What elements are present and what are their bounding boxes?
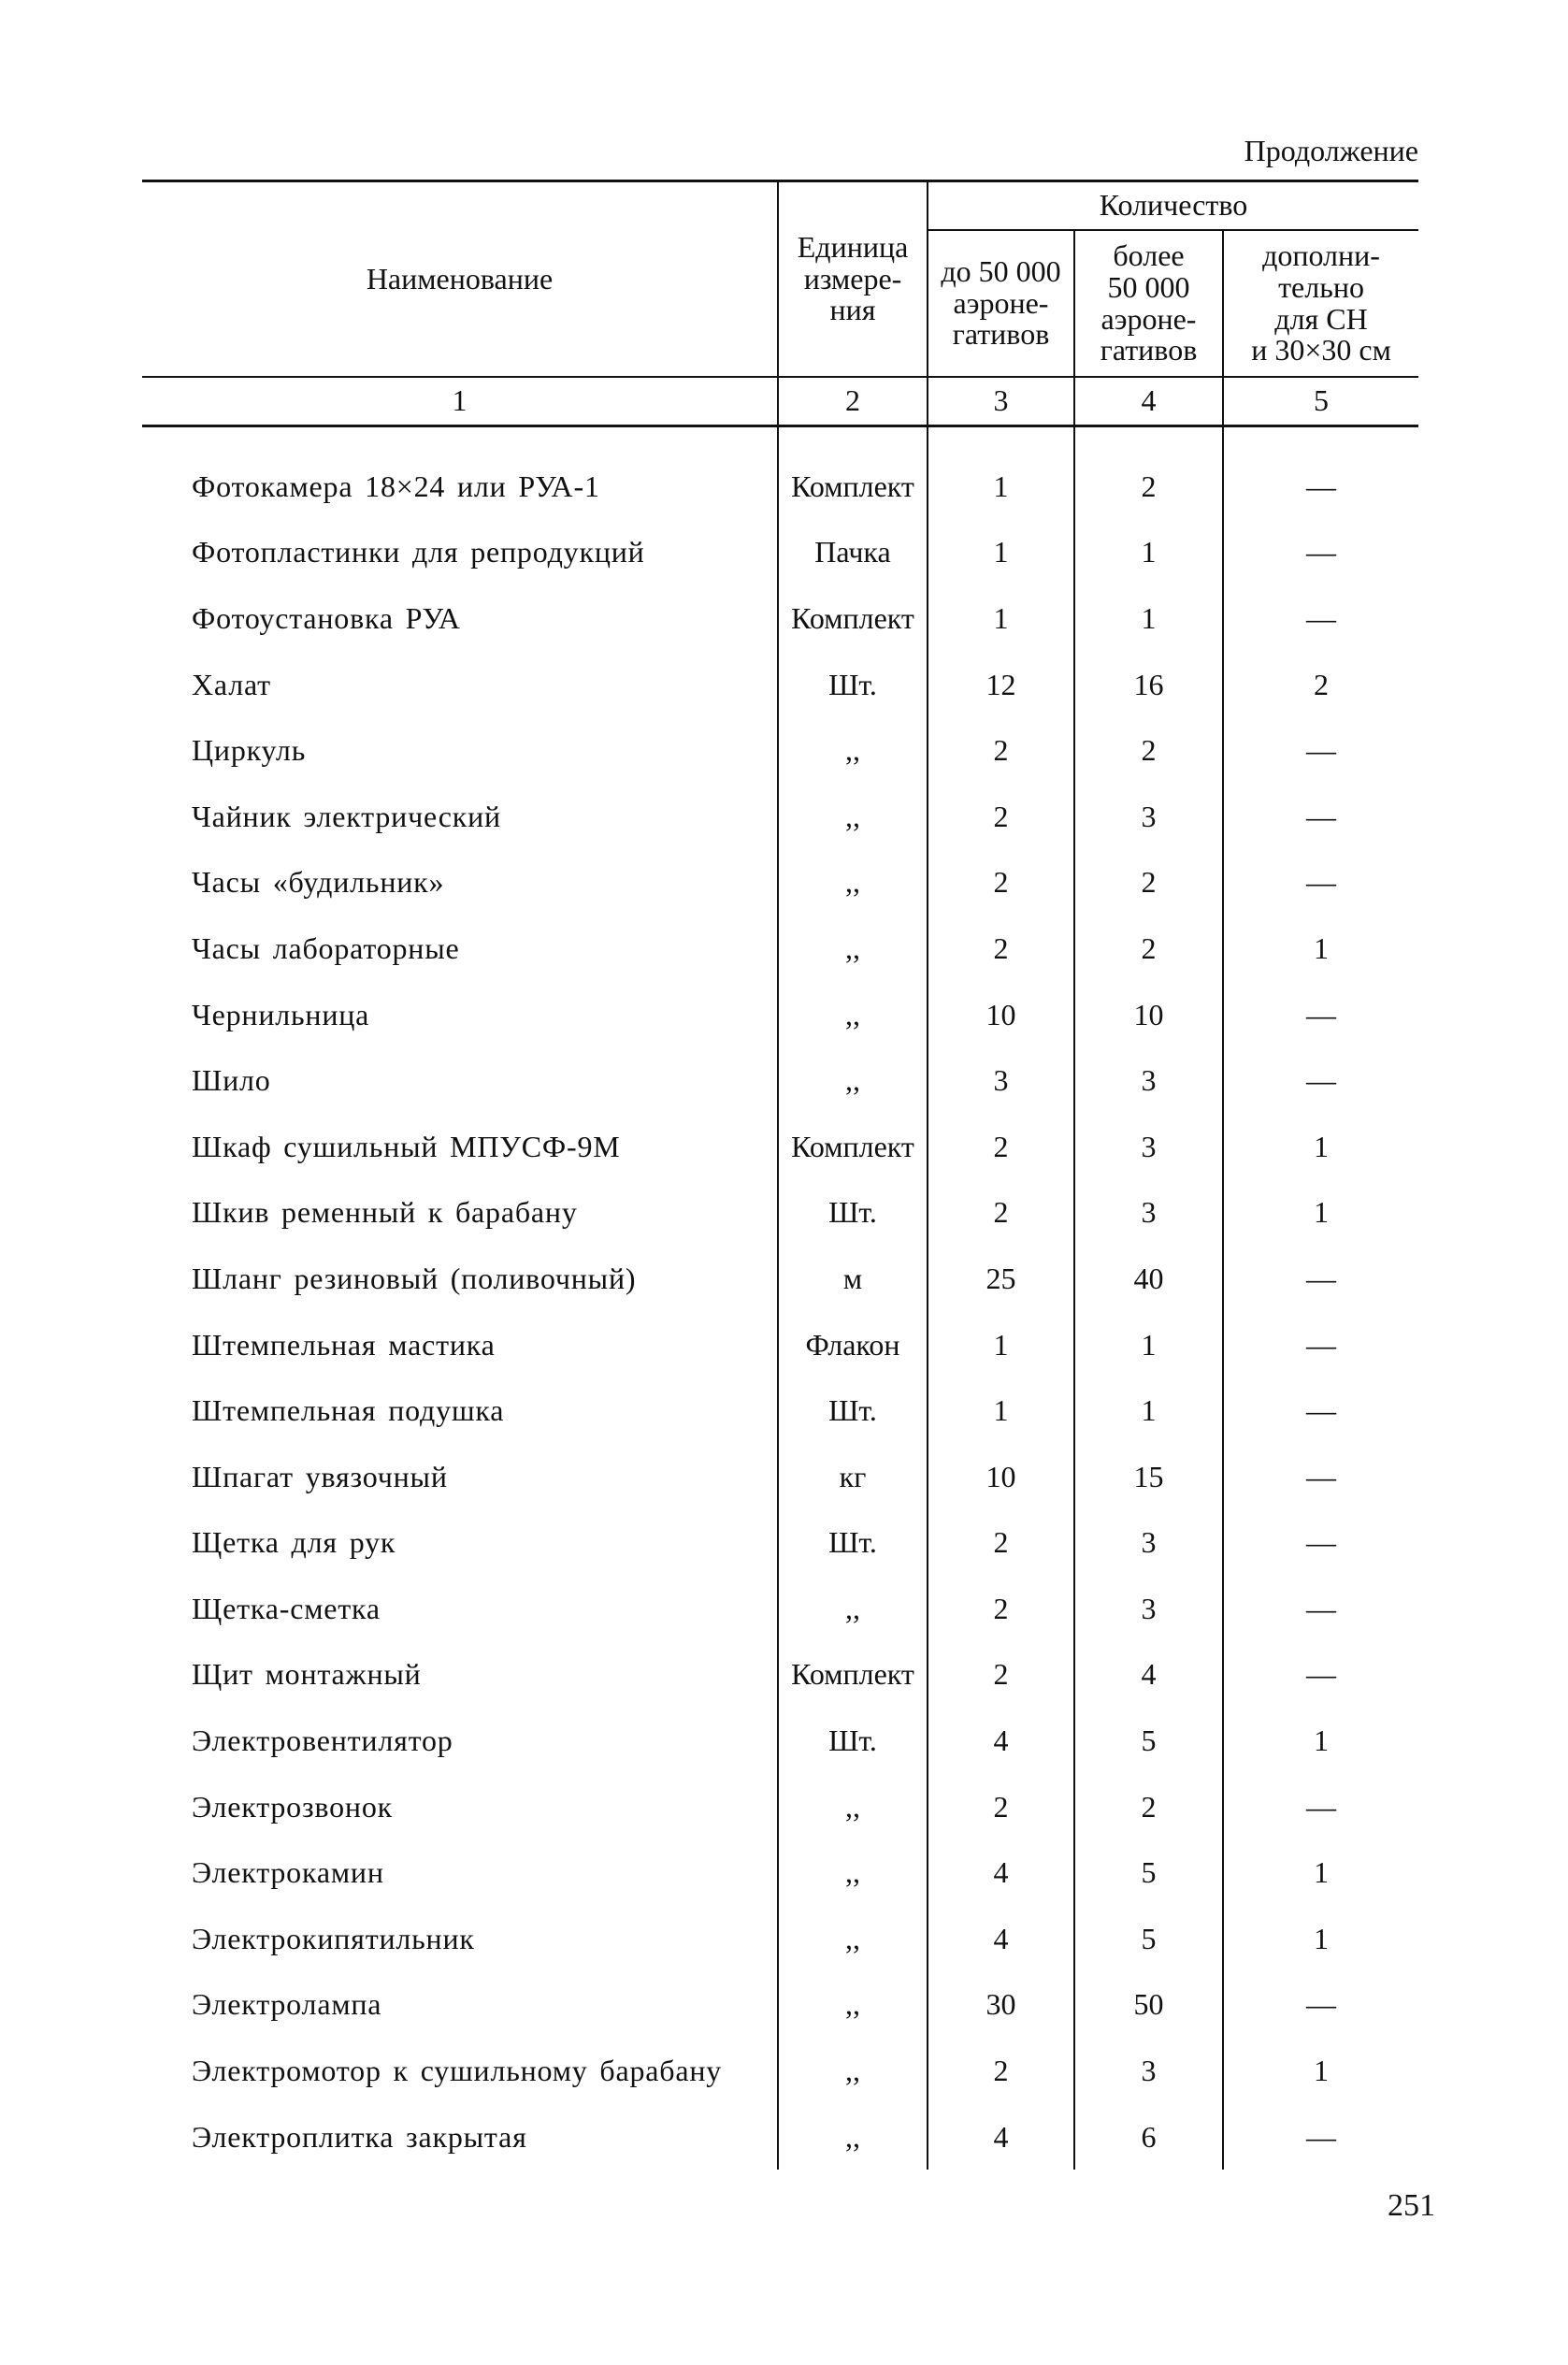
table-row [142, 1774, 1418, 1840]
qty-additional: 1 [1314, 1921, 1329, 1955]
column-number: 2 [778, 377, 928, 426]
qty-over-50000: 5 [1074, 1906, 1223, 1972]
table-row [142, 1510, 1418, 1577]
qty-additional: — [1306, 1591, 1336, 1625]
item-unit: ,, [778, 2038, 928, 2104]
qty-upto-50000: 2 [928, 1642, 1074, 1709]
item-name: Электромотор к сушильному барабану [142, 2038, 778, 2104]
table-spacer [142, 426, 1418, 454]
qty-over-50000: 3 [1074, 2038, 1223, 2104]
table-row [142, 1444, 1418, 1510]
qty-upto-50000: 2 [928, 1510, 1074, 1577]
item-unit: ,, [778, 850, 928, 916]
qty-over-50000: 3 [1074, 1047, 1223, 1114]
table-row [142, 2038, 1418, 2104]
qty-over-50000: 3 [1074, 784, 1223, 850]
item-name: Штемпельная подушка [142, 1377, 778, 1444]
table-row [142, 1576, 1418, 1642]
qty-additional: 1 [1314, 1195, 1329, 1230]
item-name: Чайник электрический [142, 784, 778, 850]
qty-over-50000: 1 [1074, 1312, 1223, 1378]
header-additional: дополни- тельно для СН и 30×30 см [1251, 238, 1391, 368]
continued-label: Продолжение [1244, 134, 1418, 167]
qty-additional: — [1306, 469, 1336, 503]
qty-over-50000: 3 [1074, 1180, 1223, 1247]
item-unit: ,, [778, 1047, 928, 1114]
qty-upto-50000: 2 [928, 784, 1074, 850]
qty-additional: — [1306, 1525, 1336, 1560]
item-unit: Пачка [778, 520, 928, 586]
qty-upto-50000: 4 [928, 2104, 1074, 2170]
qty-upto-50000: 1 [928, 1312, 1074, 1378]
header-unit: Единица измере- ния [778, 181, 928, 378]
qty-over-50000: 15 [1074, 1444, 1223, 1510]
qty-over-50000: 2 [1074, 1774, 1223, 1840]
table-row [142, 652, 1418, 718]
qty-upto-50000: 10 [928, 1444, 1074, 1510]
item-name: Электрозвонок [142, 1774, 778, 1840]
qty-additional: — [1306, 1657, 1336, 1692]
qty-upto-50000: 2 [928, 1774, 1074, 1840]
qty-additional: — [1306, 997, 1336, 1031]
item-unit: кг [778, 1444, 928, 1510]
qty-upto-50000: 1 [928, 520, 1074, 586]
item-name: Шкаф сушильный МПУСФ-9М [142, 1114, 778, 1180]
qty-upto-50000: 2 [928, 2038, 1074, 2104]
qty-additional: — [1306, 1459, 1336, 1493]
item-name: Халат [142, 652, 778, 718]
item-name: Часы «будильник» [142, 850, 778, 916]
qty-over-50000: 2 [1074, 717, 1223, 784]
item-name: Электроплитка закрытая [142, 2104, 778, 2170]
qty-upto-50000: 4 [928, 1839, 1074, 1906]
qty-additional: — [1306, 799, 1336, 833]
qty-upto-50000: 1 [928, 454, 1074, 520]
item-unit: ,, [778, 1576, 928, 1642]
table-row [142, 850, 1418, 916]
item-unit: ,, [778, 717, 928, 784]
item-name: Электролампа [142, 1972, 778, 2039]
qty-additional: 1 [1314, 1855, 1329, 1890]
column-number: 1 [142, 377, 778, 426]
column-number: 5 [1223, 377, 1418, 426]
page-number: 251 [1388, 2188, 1435, 2223]
item-name: Циркуль [142, 717, 778, 784]
item-name: Электрокипятильник [142, 1906, 778, 1972]
table-row [142, 1972, 1418, 2039]
qty-over-50000: 50 [1074, 1972, 1223, 2039]
item-unit: Шт. [778, 1510, 928, 1577]
item-name: Шкив ременный к барабану [142, 1180, 778, 1247]
item-unit: ,, [778, 1906, 928, 1972]
qty-upto-50000: 2 [928, 1576, 1074, 1642]
item-unit: Шт. [778, 652, 928, 718]
qty-additional: — [1306, 1261, 1336, 1295]
qty-over-50000: 2 [1074, 850, 1223, 916]
qty-upto-50000: 12 [928, 652, 1074, 718]
item-unit: Флакон [778, 1312, 928, 1378]
qty-additional: 2 [1314, 667, 1329, 701]
item-unit: Комплект [778, 1114, 928, 1180]
qty-additional: 1 [1314, 1129, 1329, 1163]
header-over-50000: более 50 000 аэроне- гативов [1074, 230, 1223, 377]
qty-over-50000: 2 [1074, 454, 1223, 520]
qty-additional: — [1306, 1393, 1336, 1428]
qty-upto-50000: 30 [928, 1972, 1074, 2039]
table-row [142, 1839, 1418, 1906]
item-name: Шило [142, 1047, 778, 1114]
qty-additional: — [1306, 600, 1336, 635]
column-number: 3 [928, 377, 1074, 426]
item-name: Фотоустановка РУА [142, 585, 778, 652]
item-name: Фотокамера 18×24 или РУА-1 [142, 454, 778, 520]
table-row [142, 2104, 1418, 2170]
item-name: Электровентилятор [142, 1708, 778, 1774]
qty-over-50000: 5 [1074, 1708, 1223, 1774]
table-row [142, 982, 1418, 1048]
item-unit: ,, [778, 1774, 928, 1840]
qty-upto-50000: 1 [928, 1377, 1074, 1444]
qty-upto-50000: 2 [928, 1114, 1074, 1180]
item-name: Шпагат увязочный [142, 1444, 778, 1510]
item-unit: Шт. [778, 1180, 928, 1247]
qty-additional: 1 [1314, 1723, 1329, 1758]
qty-over-50000: 4 [1074, 1642, 1223, 1709]
item-name: Шланг резиновый (поливочный) [142, 1246, 778, 1312]
item-name: Щетка для рук [142, 1510, 778, 1577]
qty-additional: — [1306, 865, 1336, 900]
table-row [142, 454, 1418, 520]
qty-upto-50000: 4 [928, 1906, 1074, 1972]
qty-additional: — [1306, 733, 1336, 768]
qty-over-50000: 1 [1074, 520, 1223, 586]
table-row [142, 585, 1418, 652]
qty-over-50000: 40 [1074, 1246, 1223, 1312]
table-row [142, 1377, 1418, 1444]
qty-upto-50000: 2 [928, 1180, 1074, 1247]
item-name: Щит монтажный [142, 1642, 778, 1709]
table-row [142, 784, 1418, 850]
item-name: Чернильница [142, 982, 778, 1048]
qty-over-50000: 6 [1074, 2104, 1223, 2170]
table-row [142, 916, 1418, 982]
item-unit: ,, [778, 2104, 928, 2170]
qty-additional: — [1306, 535, 1336, 570]
qty-over-50000: 3 [1074, 1510, 1223, 1577]
qty-upto-50000: 2 [928, 916, 1074, 982]
item-name: Щетка-сметка [142, 1576, 778, 1642]
qty-over-50000: 10 [1074, 982, 1223, 1048]
qty-over-50000: 2 [1074, 916, 1223, 982]
item-unit: Шт. [778, 1708, 928, 1774]
table-row [142, 1114, 1418, 1180]
qty-additional: 1 [1314, 930, 1329, 965]
table-row [142, 1642, 1418, 1709]
qty-additional: — [1306, 2119, 1336, 2154]
item-name: Штемпельная мастика [142, 1312, 778, 1378]
item-unit: ,, [778, 982, 928, 1048]
qty-over-50000: 16 [1074, 652, 1223, 718]
qty-upto-50000: 1 [928, 585, 1074, 652]
qty-upto-50000: 3 [928, 1047, 1074, 1114]
qty-upto-50000: 25 [928, 1246, 1074, 1312]
item-unit: Комплект [778, 585, 928, 652]
qty-over-50000: 5 [1074, 1839, 1223, 1906]
header-quantity: Количество [928, 181, 1418, 231]
table-row [142, 1708, 1418, 1774]
qty-additional: — [1306, 1987, 1336, 2022]
qty-additional: 1 [1314, 2054, 1329, 2088]
qty-over-50000: 1 [1074, 585, 1223, 652]
qty-additional: — [1306, 1063, 1336, 1098]
column-number-row [142, 377, 1418, 426]
item-unit: м [778, 1246, 928, 1312]
table-row [142, 1180, 1418, 1247]
qty-additional: — [1306, 1327, 1336, 1362]
table-row [142, 520, 1418, 586]
table-row [142, 1047, 1418, 1114]
table-row [142, 1906, 1418, 1972]
item-unit: ,, [778, 916, 928, 982]
qty-upto-50000: 2 [928, 850, 1074, 916]
table-row [142, 717, 1418, 784]
item-name: Электрокамин [142, 1839, 778, 1906]
item-unit: ,, [778, 1839, 928, 1906]
qty-over-50000: 1 [1074, 1377, 1223, 1444]
qty-over-50000: 3 [1074, 1576, 1223, 1642]
equipment-table [142, 180, 1418, 2170]
item-unit: Комплект [778, 1642, 928, 1709]
column-number: 4 [1074, 377, 1223, 426]
header-name: Наименование [142, 181, 778, 378]
qty-upto-50000: 2 [928, 717, 1074, 784]
item-unit: Комплект [778, 454, 928, 520]
qty-upto-50000: 10 [928, 982, 1074, 1048]
table-row [142, 1246, 1418, 1312]
qty-over-50000: 3 [1074, 1114, 1223, 1180]
qty-additional: — [1306, 1789, 1336, 1824]
item-unit: ,, [778, 784, 928, 850]
item-name: Фотопластинки для репродукций [142, 520, 778, 586]
item-unit: Шт. [778, 1377, 928, 1444]
header-upto-50000: до 50 000 аэроне- гативов [928, 230, 1074, 377]
item-unit: ,, [778, 1972, 928, 2039]
item-name: Часы лабораторные [142, 916, 778, 982]
qty-upto-50000: 4 [928, 1708, 1074, 1774]
table-row [142, 1312, 1418, 1378]
